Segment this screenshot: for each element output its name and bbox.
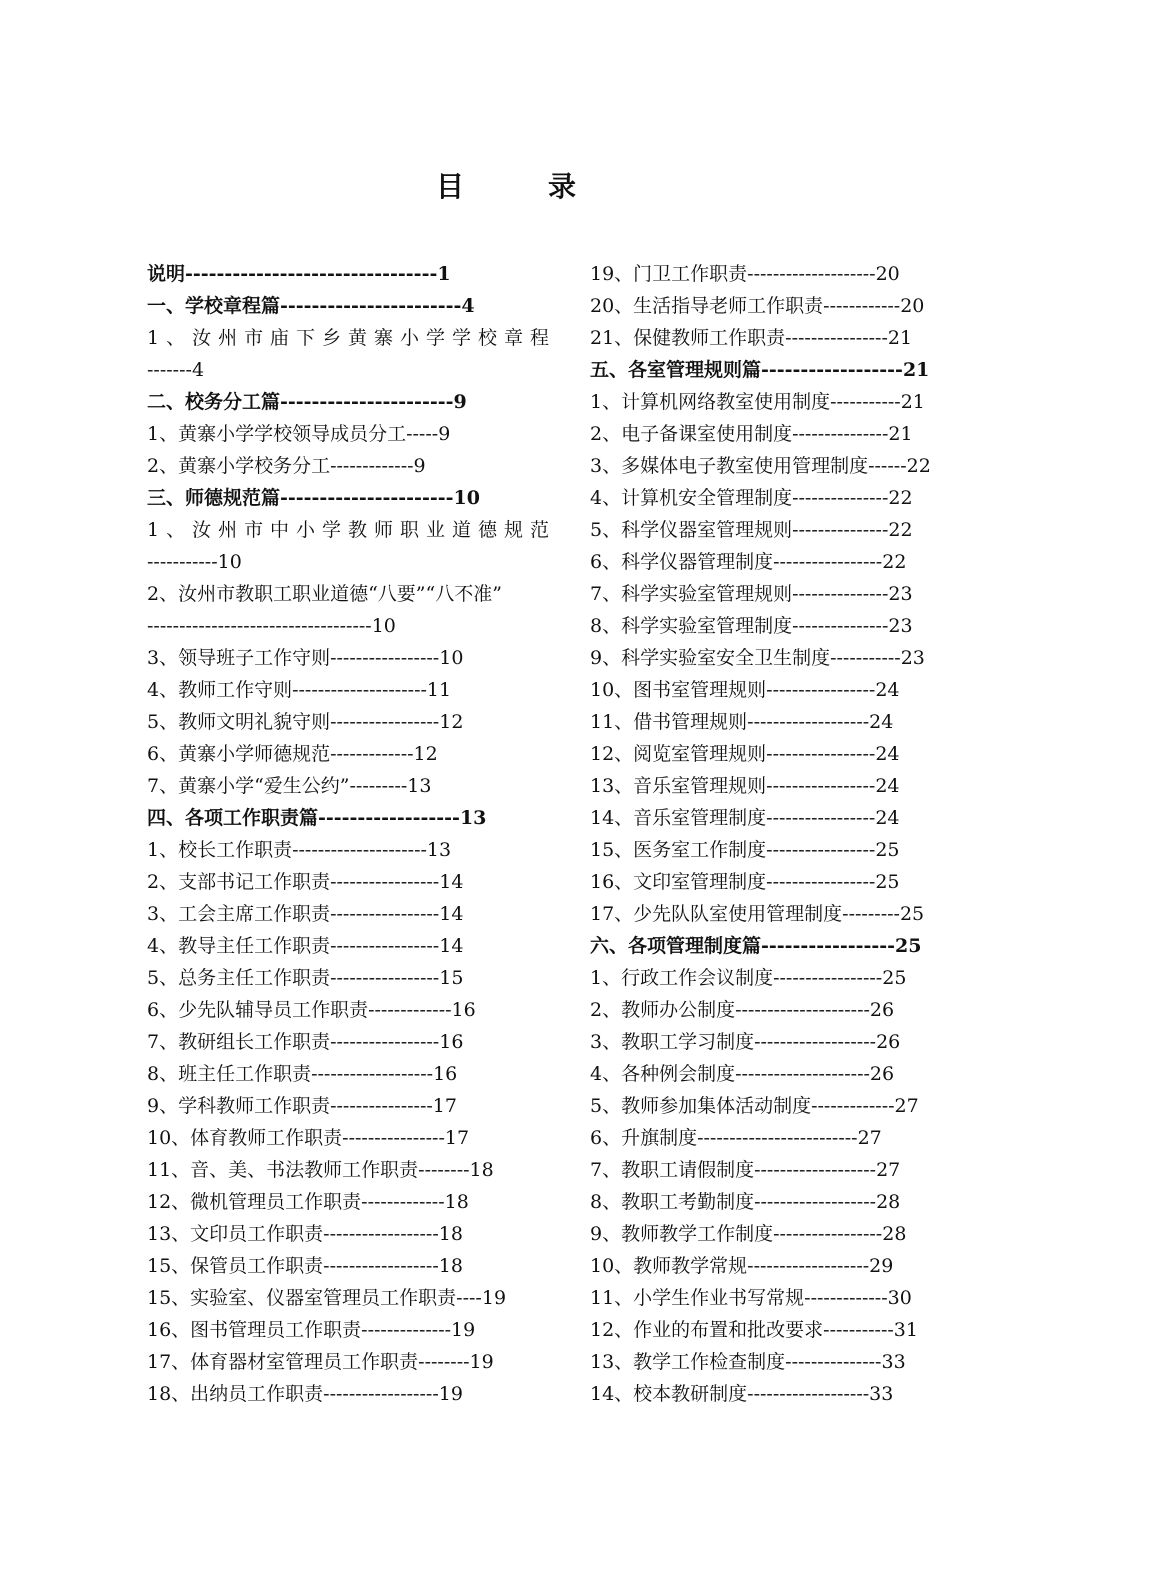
toc-entry: 13、教学工作检查制度---------------33: [590, 1351, 906, 1373]
toc-entry: 12、微机管理员工作职责-------------18: [147, 1191, 469, 1213]
toc-entry: 6、升旗制度-------------------------27: [590, 1127, 882, 1149]
toc-entry: 3、工会主席工作职责-----------------14: [147, 903, 464, 925]
toc-entry: -------4: [147, 359, 205, 381]
toc-entry: 3、教职工学习制度-------------------26: [590, 1031, 901, 1053]
toc-entry: 6、黄寨小学师德规范-------------12: [147, 743, 438, 765]
toc-entry: 17、体育器材室管理员工作职责--------19: [147, 1351, 494, 1373]
toc-entry: 15、保管员工作职责------------------18: [147, 1255, 463, 1277]
toc-entry: 1、校长工作职责---------------------13: [147, 839, 452, 861]
toc-entry: 3、多媒体电子教室使用管理制度------22: [590, 455, 931, 477]
toc-entry: 16、图书管理员工作职责--------------19: [147, 1319, 476, 1341]
toc-entry: 8、教职工考勤制度-------------------28: [590, 1191, 901, 1213]
toc-entry: 7、科学实验室管理规则---------------23: [590, 583, 913, 605]
toc-entry: 19、门卫工作职责--------------------20: [590, 263, 900, 285]
toc-entry: 8、科学实验室管理制度---------------23: [590, 615, 913, 637]
toc-entry: 12、阅览室管理规则-----------------24: [590, 743, 900, 765]
toc-entry: 6、少先队辅导员工作职责-------------16: [147, 999, 476, 1021]
toc-entry: 14、音乐室管理制度-----------------24: [590, 807, 900, 829]
toc-entry: 10、教师教学常规-------------------29: [590, 1255, 894, 1277]
toc-entry: 11、小学生作业书写常规-------------30: [590, 1287, 912, 1309]
toc-entry: 4、教导主任工作职责-----------------14: [147, 935, 464, 957]
toc-section-heading: 四、各项工作职责篇------------------13: [147, 807, 487, 829]
toc-entry: 7、教研组长工作职责-----------------16: [147, 1031, 464, 1053]
toc-entry: -----------10: [147, 551, 242, 573]
toc-entry: 7、教职工请假制度-------------------27: [590, 1159, 901, 1181]
toc-entry: 9、教师教学工作制度-----------------28: [590, 1223, 907, 1245]
toc-entry: 10、体育教师工作职责----------------17: [147, 1127, 470, 1149]
toc-entry: 11、借书管理规则-------------------24: [590, 711, 894, 733]
toc-entry: 15、实验室、仪器室管理员工作职责----19: [147, 1287, 507, 1309]
toc-entry: 5、总务主任工作职责-----------------15: [147, 967, 464, 989]
toc-entry: 3、领导班子工作守则-----------------10: [147, 647, 464, 669]
toc-entry: 2、支部书记工作职责-----------------14: [147, 871, 464, 893]
toc-entry: 11、音、美、书法教师工作职责--------18: [147, 1159, 494, 1181]
toc-entry: 14、校本教研制度-------------------33: [590, 1383, 894, 1405]
toc-section-heading: 五、各室管理规则篇------------------21: [590, 359, 930, 381]
toc-entry: 6、科学仪器管理制度-----------------22: [590, 551, 907, 573]
toc-entry: 13、音乐室管理规则-----------------24: [590, 775, 900, 797]
toc-entry: 4、教师工作守则---------------------11: [147, 679, 452, 701]
toc-entry: -----------------------------------10: [147, 615, 396, 637]
toc-entry: 1、行政工作会议制度-----------------25: [590, 967, 907, 989]
toc-entry: 4、计算机安全管理制度---------------22: [590, 487, 913, 509]
toc-entry: 2、教师办公制度---------------------26: [590, 999, 895, 1021]
toc-entry: 21、保健教师工作职责----------------21: [590, 327, 913, 349]
toc-entry: 9、学科教师工作职责----------------17: [147, 1095, 457, 1117]
toc-entry: 1、计算机网络教室使用制度-----------21: [590, 391, 925, 413]
toc-entry: 4、各种例会制度---------------------26: [590, 1063, 895, 1085]
toc-section-heading: 二、校务分工篇----------------------9: [147, 391, 467, 413]
toc-entry: 1、黄寨小学学校领导成员分工-----9: [147, 423, 451, 445]
toc-entry: 1、汝州市中小学教师职业道德规范: [147, 519, 549, 541]
toc-entry: 20、生活指导老师工作职责------------20: [590, 295, 925, 317]
toc-entry: 9、科学实验室安全卫生制度-----------23: [590, 647, 925, 669]
toc-entry: 2、电子备课室使用制度---------------21: [590, 423, 913, 445]
toc-entry: 2、汝州市教职工职业道德“八要”“八不准”: [147, 583, 502, 605]
toc-right-column: [590, 258, 988, 1410]
toc-entry: 16、文印室管理制度-----------------25: [590, 871, 900, 893]
toc-entry: 13、文印员工作职责------------------18: [147, 1223, 463, 1245]
toc-left-column: [147, 258, 549, 1410]
toc-entry: 17、少先队队室使用管理制度---------25: [590, 903, 925, 925]
toc-entry: 5、科学仪器室管理规则---------------22: [590, 519, 913, 541]
toc-entry: 12、作业的布置和批改要求-----------31: [590, 1319, 918, 1341]
toc-section-heading: 六、各项管理制度篇-----------------25: [590, 935, 922, 957]
toc-entry: 5、教师参加集体活动制度-------------27: [590, 1095, 919, 1117]
page-title: 目 录: [435, 170, 604, 203]
toc-entry: 1、汝州市庙下乡黄寨小学学校章程: [147, 327, 549, 349]
toc-entry: 10、图书室管理规则-----------------24: [590, 679, 900, 701]
toc-entry: 15、医务室工作制度-----------------25: [590, 839, 900, 861]
toc-entry: 2、黄寨小学校务分工-------------9: [147, 455, 426, 477]
toc-section-heading: 说明--------------------------------1: [147, 263, 451, 285]
toc-entry: 18、出纳员工作职责------------------19: [147, 1383, 463, 1405]
toc-entry: 8、班主任工作职责-------------------16: [147, 1063, 458, 1085]
toc-section-heading: 三、师德规范篇----------------------10: [147, 487, 480, 509]
toc-entry: 5、教师文明礼貌守则-----------------12: [147, 711, 464, 733]
toc-section-heading: 一、学校章程篇-----------------------4: [147, 295, 475, 317]
toc-entry: 7、黄寨小学“爱生公约”---------13: [147, 775, 432, 797]
